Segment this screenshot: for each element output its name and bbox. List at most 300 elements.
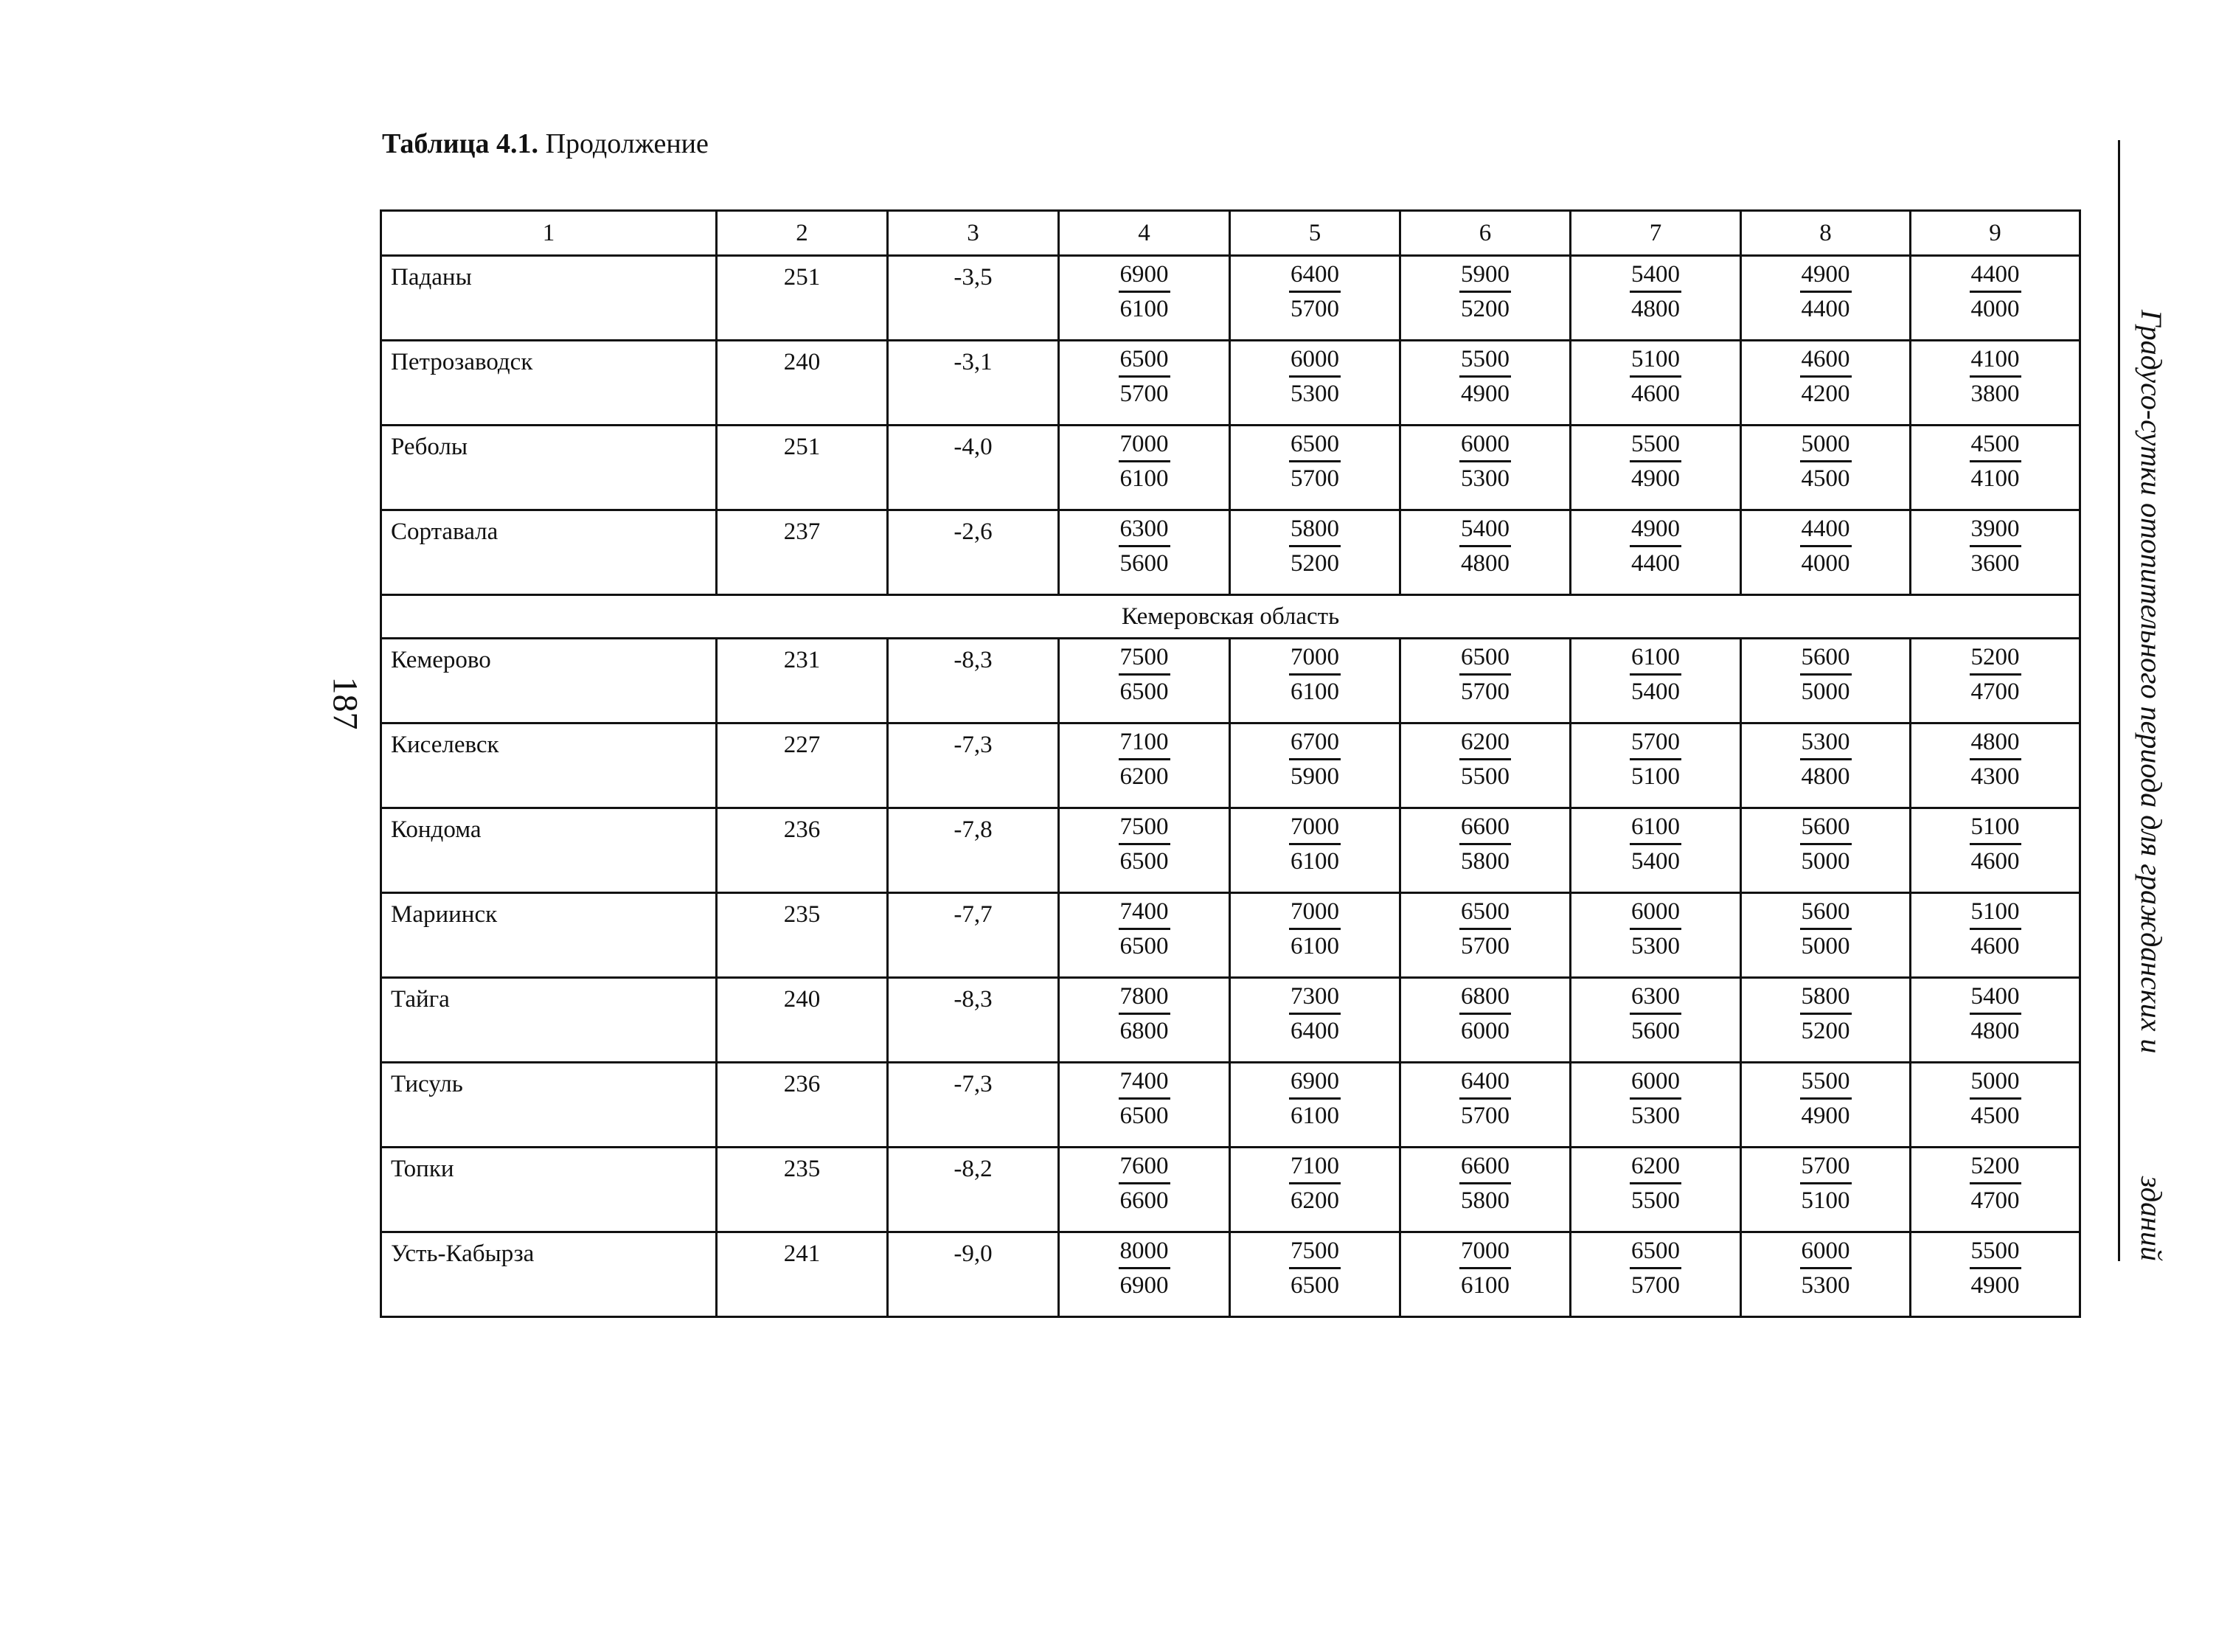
numerator: 6900 xyxy=(1289,1068,1341,1100)
denominator: 6500 xyxy=(1119,1103,1169,1129)
table-row xyxy=(381,978,2080,1063)
numerator: 7100 xyxy=(1289,1153,1341,1184)
fraction xyxy=(1571,1063,1740,1129)
fraction xyxy=(1401,1233,1569,1299)
fraction-cell xyxy=(1741,1148,1911,1232)
fraction-cell xyxy=(1911,808,2080,893)
running-header xyxy=(2135,310,2168,1261)
fraction xyxy=(1231,257,1399,322)
fraction xyxy=(1911,1233,2079,1299)
fraction-cell xyxy=(1230,808,1400,893)
numerator: 5900 xyxy=(1459,261,1511,293)
fraction xyxy=(1911,1063,2079,1129)
denominator: 6100 xyxy=(1291,933,1339,959)
temperature-cell: -7,3 xyxy=(888,1063,1059,1148)
fraction xyxy=(1742,809,1909,875)
numerator: 4400 xyxy=(1970,261,2021,293)
fraction xyxy=(1742,639,1909,705)
numerator: 5100 xyxy=(1970,898,2021,930)
fraction xyxy=(1231,511,1399,577)
running-header-end: зданий xyxy=(2135,1176,2168,1261)
fraction xyxy=(1571,809,1740,875)
numerator: 6200 xyxy=(1630,1153,1681,1184)
fraction xyxy=(1060,809,1229,875)
column-header-9: 9 xyxy=(1911,211,2080,256)
fraction xyxy=(1571,639,1740,705)
denominator: 5600 xyxy=(1631,1018,1680,1044)
fraction-cell xyxy=(1571,978,1741,1063)
fraction xyxy=(1060,1063,1229,1129)
fraction-cell xyxy=(1571,1063,1741,1148)
fraction xyxy=(1571,341,1740,407)
fraction xyxy=(1231,639,1399,705)
numerator: 7100 xyxy=(1119,729,1170,760)
fraction xyxy=(1401,724,1569,790)
fraction-cell xyxy=(1230,978,1400,1063)
fraction xyxy=(1911,809,2079,875)
fraction-cell xyxy=(1400,1148,1571,1232)
table-row xyxy=(381,256,2080,341)
city-name: Тайга xyxy=(381,978,717,1063)
fraction xyxy=(1401,341,1569,407)
numerator: 6300 xyxy=(1119,516,1170,547)
denominator: 5200 xyxy=(1291,550,1339,577)
fraction xyxy=(1911,511,2079,577)
numerator: 7000 xyxy=(1119,431,1170,462)
fraction-cell xyxy=(1911,341,2080,426)
denominator: 6500 xyxy=(1119,678,1169,705)
city-name: Петрозаводск xyxy=(381,341,717,426)
numerator: 4500 xyxy=(1970,431,2021,462)
fraction-cell xyxy=(1400,723,1571,808)
data-table xyxy=(380,209,2081,1318)
city-name: Паданы xyxy=(381,256,717,341)
numerator: 7000 xyxy=(1289,898,1341,930)
duration-cell: 231 xyxy=(717,639,888,723)
fraction xyxy=(1742,426,1909,492)
fraction xyxy=(1911,426,2079,492)
fraction xyxy=(1742,1233,1909,1299)
denominator: 6100 xyxy=(1119,296,1169,322)
fraction-cell xyxy=(1059,256,1230,341)
fraction xyxy=(1401,809,1569,875)
table-row xyxy=(381,426,2080,510)
denominator: 5800 xyxy=(1461,848,1510,875)
denominator: 4000 xyxy=(1801,550,1850,577)
fraction-cell xyxy=(1059,510,1230,595)
denominator: 6100 xyxy=(1119,465,1169,492)
fraction-cell xyxy=(1400,341,1571,426)
denominator: 4000 xyxy=(1970,296,2020,322)
fraction xyxy=(1911,341,2079,407)
fraction xyxy=(1401,257,1569,322)
fraction-cell xyxy=(1911,893,2080,978)
temperature-cell: -8,3 xyxy=(888,978,1059,1063)
denominator: 4600 xyxy=(1631,381,1680,407)
denominator: 5000 xyxy=(1801,678,1850,705)
fraction xyxy=(1911,724,2079,790)
numerator: 7500 xyxy=(1289,1238,1341,1269)
denominator: 4400 xyxy=(1801,296,1850,322)
fraction xyxy=(1060,894,1229,959)
fraction-cell xyxy=(1059,639,1230,723)
table-row xyxy=(381,341,2080,426)
numerator: 6900 xyxy=(1119,261,1170,293)
temperature-cell: -2,6 xyxy=(888,510,1059,595)
fraction-cell xyxy=(1400,510,1571,595)
header-row xyxy=(381,211,2080,256)
fraction-cell xyxy=(1400,1232,1571,1317)
table-row xyxy=(381,808,2080,893)
fraction-cell xyxy=(1230,256,1400,341)
fraction-cell xyxy=(1400,426,1571,510)
fraction-cell xyxy=(1059,341,1230,426)
numerator: 5400 xyxy=(1630,261,1681,293)
fraction xyxy=(1231,1233,1399,1299)
denominator: 4800 xyxy=(1801,763,1850,790)
fraction-cell xyxy=(1571,723,1741,808)
fraction xyxy=(1401,426,1569,492)
fraction-cell xyxy=(1911,1232,2080,1317)
fraction xyxy=(1571,1233,1740,1299)
numerator: 6400 xyxy=(1459,1068,1511,1100)
fraction-cell xyxy=(1741,639,1911,723)
numerator: 5400 xyxy=(1459,516,1511,547)
fraction-cell xyxy=(1571,341,1741,426)
denominator: 5700 xyxy=(1291,465,1339,492)
numerator: 7800 xyxy=(1119,983,1170,1015)
denominator: 6600 xyxy=(1119,1187,1169,1214)
numerator: 6000 xyxy=(1630,1068,1681,1100)
fraction xyxy=(1742,1148,1909,1214)
fraction xyxy=(1742,979,1909,1044)
fraction-cell xyxy=(1400,1063,1571,1148)
temperature-cell: -7,3 xyxy=(888,723,1059,808)
duration-cell: 236 xyxy=(717,808,888,893)
denominator: 4800 xyxy=(1461,550,1510,577)
fraction xyxy=(1742,894,1909,959)
denominator: 6500 xyxy=(1119,933,1169,959)
numerator: 6300 xyxy=(1630,983,1681,1015)
denominator: 5500 xyxy=(1631,1187,1680,1214)
table-title-continuation: Продолжение xyxy=(538,128,709,159)
fraction-cell xyxy=(1059,1063,1230,1148)
numerator: 7000 xyxy=(1289,644,1341,676)
denominator: 5200 xyxy=(1461,296,1510,322)
duration-cell: 235 xyxy=(717,893,888,978)
denominator: 4700 xyxy=(1970,678,2020,705)
fraction-cell xyxy=(1400,978,1571,1063)
denominator: 4100 xyxy=(1970,465,2020,492)
city-name: Сортавала xyxy=(381,510,717,595)
fraction-cell xyxy=(1230,1063,1400,1148)
table-row xyxy=(381,893,2080,978)
column-header-2: 2 xyxy=(717,211,888,256)
denominator: 5100 xyxy=(1631,763,1680,790)
denominator: 4600 xyxy=(1970,933,2020,959)
denominator: 4300 xyxy=(1970,763,2020,790)
numerator: 6600 xyxy=(1459,1153,1511,1184)
fraction-cell xyxy=(1230,723,1400,808)
numerator: 5600 xyxy=(1800,644,1852,676)
fraction xyxy=(1911,979,2079,1044)
numerator: 5500 xyxy=(1630,431,1681,462)
denominator: 4900 xyxy=(1970,1272,2020,1299)
duration-cell: 241 xyxy=(717,1232,888,1317)
denominator: 4400 xyxy=(1631,550,1680,577)
fraction xyxy=(1911,257,2079,322)
table-body xyxy=(381,211,2080,1317)
numerator: 6800 xyxy=(1459,983,1511,1015)
fraction xyxy=(1231,426,1399,492)
numerator: 6500 xyxy=(1289,431,1341,462)
numerator: 4100 xyxy=(1970,346,2021,378)
fraction-cell xyxy=(1741,808,1911,893)
fraction xyxy=(1742,511,1909,577)
fraction-cell xyxy=(1230,510,1400,595)
fraction xyxy=(1401,639,1569,705)
running-header-main: Градусо-сутки отопительного периода для гражданских и xyxy=(2135,310,2168,1054)
table-row xyxy=(381,510,2080,595)
column-header-3: 3 xyxy=(888,211,1059,256)
fraction-cell xyxy=(1400,639,1571,723)
numerator: 5500 xyxy=(1459,346,1511,378)
fraction-cell xyxy=(1059,426,1230,510)
numerator: 4800 xyxy=(1970,729,2021,760)
numerator: 7000 xyxy=(1459,1238,1511,1269)
temperature-cell: -9,0 xyxy=(888,1232,1059,1317)
numerator: 6100 xyxy=(1630,644,1681,676)
fraction-cell xyxy=(1059,893,1230,978)
denominator: 5500 xyxy=(1461,763,1510,790)
denominator: 6100 xyxy=(1291,1103,1339,1129)
fraction-cell xyxy=(1230,426,1400,510)
numerator: 5000 xyxy=(1970,1068,2021,1100)
denominator: 5100 xyxy=(1801,1187,1850,1214)
city-name: Реболы xyxy=(381,426,717,510)
numerator: 5200 xyxy=(1970,1153,2021,1184)
numerator: 6000 xyxy=(1459,431,1511,462)
denominator: 4800 xyxy=(1970,1018,2020,1044)
fraction-cell xyxy=(1059,1148,1230,1232)
denominator: 5000 xyxy=(1801,933,1850,959)
fraction xyxy=(1401,1063,1569,1129)
table-row xyxy=(381,1148,2080,1232)
column-header-7: 7 xyxy=(1571,211,1741,256)
numerator: 6400 xyxy=(1289,261,1341,293)
fraction xyxy=(1742,724,1909,790)
city-name: Топки xyxy=(381,1148,717,1232)
denominator: 5300 xyxy=(1631,1103,1680,1129)
fraction-cell xyxy=(1911,978,2080,1063)
fraction xyxy=(1231,1148,1399,1214)
fraction-cell xyxy=(1059,978,1230,1063)
denominator: 4900 xyxy=(1631,465,1680,492)
numerator: 5800 xyxy=(1800,983,1852,1015)
fraction xyxy=(1571,511,1740,577)
region-row xyxy=(381,595,2080,639)
denominator: 5700 xyxy=(1461,1103,1510,1129)
fraction xyxy=(1060,341,1229,407)
fraction xyxy=(1231,724,1399,790)
denominator: 4200 xyxy=(1801,381,1850,407)
city-name: Кондома xyxy=(381,808,717,893)
fraction-cell xyxy=(1911,723,2080,808)
fraction-cell xyxy=(1911,1148,2080,1232)
numerator: 5300 xyxy=(1800,729,1852,760)
fraction-cell xyxy=(1400,256,1571,341)
duration-cell: 251 xyxy=(717,256,888,341)
temperature-cell: -3,5 xyxy=(888,256,1059,341)
fraction xyxy=(1911,1148,2079,1214)
numerator: 6100 xyxy=(1630,813,1681,845)
fraction xyxy=(1742,1063,1909,1129)
temperature-cell: -7,7 xyxy=(888,893,1059,978)
fraction-cell xyxy=(1230,893,1400,978)
temperature-cell: -8,2 xyxy=(888,1148,1059,1232)
fraction-cell xyxy=(1059,808,1230,893)
fraction-cell xyxy=(1400,893,1571,978)
denominator: 6900 xyxy=(1119,1272,1169,1299)
fraction xyxy=(1571,426,1740,492)
denominator: 5700 xyxy=(1461,678,1510,705)
region-heading: Кемеровская область xyxy=(381,595,2080,639)
denominator: 5700 xyxy=(1119,381,1169,407)
numerator: 5500 xyxy=(1970,1238,2021,1269)
fraction xyxy=(1060,639,1229,705)
fraction xyxy=(1742,341,1909,407)
table-row xyxy=(381,1232,2080,1317)
page-number-text: 187 xyxy=(325,676,365,730)
fraction-cell xyxy=(1059,723,1230,808)
fraction xyxy=(1401,979,1569,1044)
denominator: 5000 xyxy=(1801,848,1850,875)
column-header-1: 1 xyxy=(381,211,717,256)
running-header-text xyxy=(2136,310,2166,1261)
fraction-cell xyxy=(1741,256,1911,341)
fraction xyxy=(1060,979,1229,1044)
table-title xyxy=(382,130,709,158)
fraction xyxy=(1231,809,1399,875)
denominator: 4800 xyxy=(1631,296,1680,322)
numerator: 6500 xyxy=(1119,346,1170,378)
fraction-cell xyxy=(1571,1232,1741,1317)
denominator: 5600 xyxy=(1119,550,1169,577)
numerator: 7000 xyxy=(1289,813,1341,845)
fraction-cell xyxy=(1571,1148,1741,1232)
numerator: 7500 xyxy=(1119,813,1170,845)
denominator: 3600 xyxy=(1970,550,2020,577)
numerator: 6500 xyxy=(1630,1238,1681,1269)
fraction xyxy=(1060,511,1229,577)
numerator: 5600 xyxy=(1800,813,1852,845)
denominator: 3800 xyxy=(1970,381,2020,407)
numerator: 4900 xyxy=(1630,516,1681,547)
column-header-8: 8 xyxy=(1741,211,1911,256)
fraction-cell xyxy=(1911,426,2080,510)
numerator: 3900 xyxy=(1970,516,2021,547)
numerator: 5000 xyxy=(1800,431,1852,462)
numerator: 6000 xyxy=(1289,346,1341,378)
table-title-label: Таблица 4.1. xyxy=(382,128,539,159)
denominator: 6800 xyxy=(1119,1018,1169,1044)
denominator: 4700 xyxy=(1970,1187,2020,1214)
denominator: 4600 xyxy=(1970,848,2020,875)
fraction xyxy=(1231,1063,1399,1129)
numerator: 4600 xyxy=(1800,346,1852,378)
page-number xyxy=(323,678,367,730)
numerator: 7500 xyxy=(1119,644,1170,676)
denominator: 6000 xyxy=(1461,1018,1510,1044)
denominator: 5300 xyxy=(1291,381,1339,407)
numerator: 5700 xyxy=(1630,729,1681,760)
temperature-cell: -7,8 xyxy=(888,808,1059,893)
numerator: 5400 xyxy=(1970,983,2021,1015)
fraction-cell xyxy=(1059,1232,1230,1317)
denominator: 5300 xyxy=(1801,1272,1850,1299)
fraction xyxy=(1571,1148,1740,1214)
duration-cell: 236 xyxy=(717,1063,888,1148)
fraction xyxy=(1060,426,1229,492)
denominator: 5300 xyxy=(1461,465,1510,492)
fraction-cell xyxy=(1571,639,1741,723)
fraction-cell xyxy=(1911,510,2080,595)
fraction-cell xyxy=(1741,893,1911,978)
fraction xyxy=(1060,1233,1229,1299)
fraction-cell xyxy=(1741,978,1911,1063)
numerator: 5500 xyxy=(1800,1068,1852,1100)
denominator: 6200 xyxy=(1291,1187,1339,1214)
fraction xyxy=(1911,639,2079,705)
fraction xyxy=(1231,341,1399,407)
denominator: 6400 xyxy=(1291,1018,1339,1044)
denominator: 5300 xyxy=(1631,933,1680,959)
duration-cell: 240 xyxy=(717,978,888,1063)
denominator: 5700 xyxy=(1631,1272,1680,1299)
numerator: 5600 xyxy=(1800,898,1852,930)
denominator: 5800 xyxy=(1461,1187,1510,1214)
column-header-4: 4 xyxy=(1059,211,1230,256)
fraction xyxy=(1401,511,1569,577)
denominator: 6200 xyxy=(1119,763,1169,790)
duration-cell: 227 xyxy=(717,723,888,808)
numerator: 6000 xyxy=(1630,898,1681,930)
fraction-cell xyxy=(1741,1063,1911,1148)
numerator: 7400 xyxy=(1119,898,1170,930)
numerator: 7600 xyxy=(1119,1153,1170,1184)
fraction-cell xyxy=(1400,808,1571,893)
city-name: Мариинск xyxy=(381,893,717,978)
fraction-cell xyxy=(1741,723,1911,808)
denominator: 5700 xyxy=(1461,933,1510,959)
fraction xyxy=(1571,724,1740,790)
numerator: 6500 xyxy=(1459,898,1511,930)
fraction-cell xyxy=(1571,893,1741,978)
fraction-cell xyxy=(1911,256,2080,341)
denominator: 4500 xyxy=(1801,465,1850,492)
denominator: 5400 xyxy=(1631,678,1680,705)
denominator: 6500 xyxy=(1119,848,1169,875)
fraction xyxy=(1401,1148,1569,1214)
denominator: 5900 xyxy=(1291,763,1339,790)
fraction xyxy=(1742,257,1909,322)
fraction-cell xyxy=(1571,426,1741,510)
fraction xyxy=(1231,979,1399,1044)
denominator: 5700 xyxy=(1291,296,1339,322)
numerator: 5100 xyxy=(1970,813,2021,845)
denominator: 5200 xyxy=(1801,1018,1850,1044)
numerator: 4400 xyxy=(1800,516,1852,547)
